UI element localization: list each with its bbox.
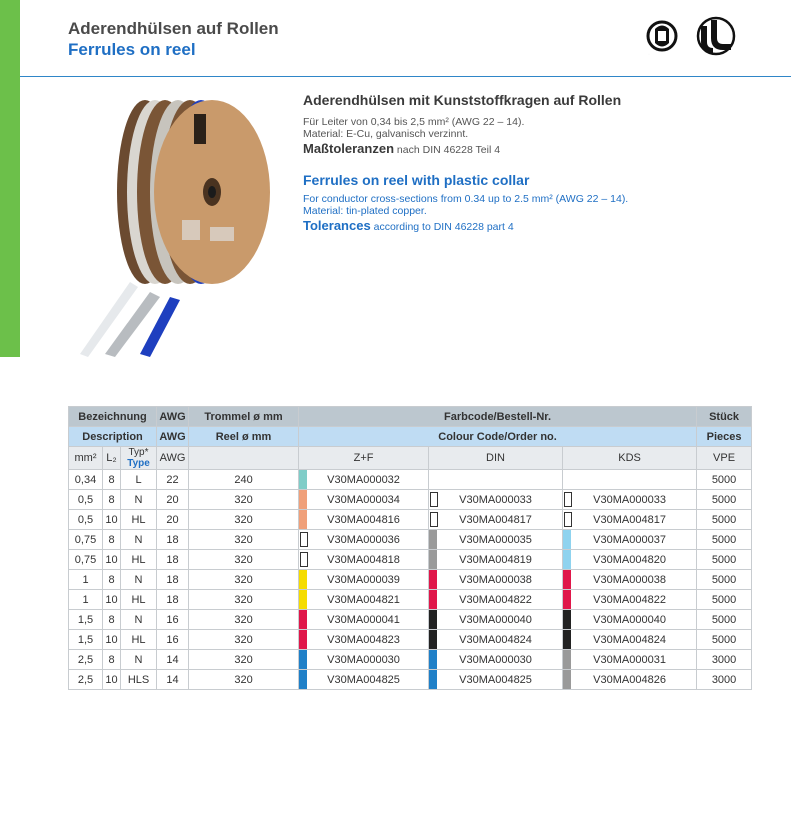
table-row <box>69 590 752 610</box>
cell-vpe: 5000 <box>697 590 752 610</box>
cell-mm2: 1,5 <box>69 630 103 650</box>
cell-vpe: 5000 <box>697 490 752 510</box>
cell-zf <box>299 510 429 530</box>
certification-logos <box>645 14 760 60</box>
order-number: V30MA000041 <box>327 613 400 626</box>
table-row <box>69 530 752 550</box>
order-number: V30MA000034 <box>327 493 400 506</box>
order-number: V30MA000035 <box>459 533 532 546</box>
cell-awg: 20 <box>157 490 189 510</box>
csa-logo-icon <box>648 22 676 54</box>
color-swatch <box>299 670 307 689</box>
cell-zf <box>299 570 429 590</box>
col-l2: L₂ <box>103 447 121 470</box>
cell-din <box>429 630 563 650</box>
order-number: V30MA004822 <box>459 593 532 606</box>
tolerance-en <box>303 218 773 233</box>
col-reel-sub <box>189 447 299 470</box>
cell-l2: 10 <box>103 590 121 610</box>
cell-typ: HL <box>121 630 157 650</box>
cell-zf <box>299 530 429 550</box>
order-number: V30MA004826 <box>593 673 666 686</box>
cell-mm2: 0,5 <box>69 490 103 510</box>
col-awg-en: AWG <box>157 427 189 447</box>
col-stueck: Stück <box>697 407 752 427</box>
description-heading-en: Ferrules on reel with plastic collar <box>303 172 530 188</box>
cell-vpe: 5000 <box>697 510 752 530</box>
side-accent-bar <box>0 0 20 357</box>
cell-typ: HL <box>121 550 157 570</box>
color-swatch <box>429 550 437 569</box>
color-swatch <box>299 630 307 649</box>
order-number: V30MA000036 <box>327 533 400 546</box>
order-number: V30MA004817 <box>593 513 666 526</box>
cell-zf <box>299 610 429 630</box>
ferrule-reel-image <box>70 92 270 362</box>
cell-din <box>429 510 563 530</box>
cell-zf <box>299 650 429 670</box>
cell-l2: 10 <box>103 550 121 570</box>
cell-din <box>429 470 563 490</box>
cell-l2: 8 <box>103 530 121 550</box>
table-row <box>69 670 752 690</box>
cell-awg: 14 <box>157 650 189 670</box>
cell-vpe: 5000 <box>697 610 752 630</box>
table-row <box>69 570 752 590</box>
cell-awg: 18 <box>157 530 189 550</box>
col-colour-code: Colour Code/Order no. <box>299 427 697 447</box>
cell-reel: 320 <box>189 550 299 570</box>
table-row <box>69 490 752 510</box>
order-number: V30MA004821 <box>327 593 400 606</box>
order-number: V30MA004819 <box>459 553 532 566</box>
color-swatch <box>299 490 307 509</box>
cell-zf <box>299 670 429 690</box>
order-number: V30MA004824 <box>459 633 532 646</box>
color-swatch <box>300 532 308 547</box>
cell-reel: 320 <box>189 510 299 530</box>
tolerance-text-de: nach DIN 46228 Teil 4 <box>394 144 501 156</box>
cell-reel: 320 <box>189 590 299 610</box>
col-awg-de: AWG <box>157 407 189 427</box>
cell-l2: 10 <box>103 510 121 530</box>
cell-zf <box>299 550 429 570</box>
table-row <box>69 650 752 670</box>
cell-mm2: 0,5 <box>69 510 103 530</box>
color-swatch <box>429 590 437 609</box>
order-number: V30MA000032 <box>327 473 400 486</box>
table-row <box>69 470 752 490</box>
cell-mm2: 0,34 <box>69 470 103 490</box>
description-line2-en: Material: tin-plated copper. <box>303 205 427 217</box>
cell-mm2: 2,5 <box>69 670 103 690</box>
order-number: V30MA004818 <box>327 553 400 566</box>
order-number: V30MA000037 <box>593 533 666 546</box>
tolerance-label-de: Maßtoleranzen <box>303 141 395 156</box>
cell-l2: 8 <box>103 470 121 490</box>
tolerance-label-en: Tolerances <box>303 218 371 233</box>
order-number: V30MA000038 <box>459 573 532 586</box>
cell-zf <box>299 590 429 610</box>
cell-reel: 320 <box>189 490 299 510</box>
cell-typ: N <box>121 530 157 550</box>
table-row <box>69 610 752 630</box>
col-trommel: Trommel ø mm <box>189 407 299 427</box>
cell-l2: 10 <box>103 630 121 650</box>
order-number: V30MA000040 <box>459 613 532 626</box>
order-number: V30MA004816 <box>327 513 400 526</box>
cell-awg: 22 <box>157 470 189 490</box>
color-swatch <box>429 610 437 629</box>
col-din: DIN <box>429 447 563 470</box>
cell-awg: 18 <box>157 570 189 590</box>
order-table <box>68 406 752 690</box>
cell-l2: 10 <box>103 670 121 690</box>
cell-vpe: 5000 <box>697 470 752 490</box>
cell-kds <box>563 550 697 570</box>
cell-din <box>429 550 563 570</box>
color-swatch <box>563 570 571 589</box>
color-swatch <box>429 650 437 669</box>
cell-vpe: 5000 <box>697 570 752 590</box>
cell-din <box>429 530 563 550</box>
cell-kds <box>563 570 697 590</box>
cell-typ: N <box>121 570 157 590</box>
cell-typ: HL <box>121 510 157 530</box>
cell-din <box>429 610 563 630</box>
order-number: V30MA004822 <box>593 593 666 606</box>
col-vpe: VPE <box>697 447 752 470</box>
cell-reel: 240 <box>189 470 299 490</box>
color-swatch <box>563 610 571 629</box>
col-zf: Z+F <box>299 447 429 470</box>
cell-mm2: 0,75 <box>69 530 103 550</box>
cell-reel: 320 <box>189 670 299 690</box>
cell-kds <box>563 590 697 610</box>
col-kds: KDS <box>563 447 697 470</box>
cell-kds <box>563 490 697 510</box>
cell-mm2: 2,5 <box>69 650 103 670</box>
color-swatch <box>299 610 307 629</box>
cell-reel: 320 <box>189 530 299 550</box>
cell-kds <box>563 650 697 670</box>
table-row <box>69 550 752 570</box>
cell-kds <box>563 510 697 530</box>
table-header-en <box>69 427 752 447</box>
order-number: V30MA004817 <box>459 513 532 526</box>
color-swatch <box>429 530 437 549</box>
cell-din <box>429 570 563 590</box>
color-swatch <box>299 650 307 669</box>
color-swatch <box>430 512 438 527</box>
description-heading-de: Aderendhülsen mit Kunststoffkragen auf Rollen <box>303 92 622 108</box>
color-swatch <box>299 470 307 489</box>
cell-typ: HLS <box>121 670 157 690</box>
cell-awg: 20 <box>157 510 189 530</box>
cell-typ: N <box>121 650 157 670</box>
description-line1-de: Für Leiter von 0,34 bis 2,5 mm² (AWG 22 – 14). <box>303 116 525 128</box>
color-swatch <box>299 570 307 589</box>
order-number: V30MA000040 <box>593 613 666 626</box>
cell-vpe: 3000 <box>697 650 752 670</box>
col-description: Description <box>69 427 157 447</box>
cell-vpe: 5000 <box>697 630 752 650</box>
cell-kds <box>563 630 697 650</box>
cell-din <box>429 590 563 610</box>
page-title-de: Aderendhülsen auf Rollen <box>68 19 279 38</box>
cell-awg: 16 <box>157 610 189 630</box>
cell-kds <box>563 470 697 490</box>
page-title-en: Ferrules on reel <box>68 40 196 59</box>
cell-typ: HL <box>121 590 157 610</box>
table-subheader <box>69 447 752 470</box>
cell-vpe: 5000 <box>697 550 752 570</box>
cell-awg: 18 <box>157 590 189 610</box>
color-swatch <box>299 590 307 609</box>
table-header-de <box>69 407 752 427</box>
color-swatch <box>299 510 307 529</box>
cell-reel: 320 <box>189 610 299 630</box>
cell-awg: 18 <box>157 550 189 570</box>
col-bezeichnung: Bezeichnung <box>69 407 157 427</box>
cell-awg: 16 <box>157 630 189 650</box>
header-divider <box>20 76 791 77</box>
cell-l2: 8 <box>103 490 121 510</box>
cell-mm2: 1,5 <box>69 610 103 630</box>
tolerance-de <box>303 141 773 156</box>
order-number: V30MA000033 <box>593 493 666 506</box>
tolerance-text-en: according to DIN 46228 part 4 <box>370 221 514 233</box>
cell-reel: 320 <box>189 630 299 650</box>
cell-zf <box>299 630 429 650</box>
cell-reel: 320 <box>189 570 299 590</box>
order-number: V30MA004823 <box>327 633 400 646</box>
cell-l2: 8 <box>103 570 121 590</box>
color-swatch <box>563 590 571 609</box>
cell-zf <box>299 490 429 510</box>
cell-l2: 8 <box>103 650 121 670</box>
color-swatch <box>429 570 437 589</box>
order-number: V30MA004820 <box>593 553 666 566</box>
cell-zf <box>299 470 429 490</box>
col-pieces: Pieces <box>697 427 752 447</box>
cell-kds <box>563 610 697 630</box>
cell-typ: N <box>121 490 157 510</box>
color-swatch <box>564 492 572 507</box>
order-number: V30MA004825 <box>327 673 400 686</box>
color-swatch <box>563 670 571 689</box>
order-number: V30MA000030 <box>459 653 532 666</box>
table-row <box>69 630 752 650</box>
table-body <box>69 470 752 690</box>
col-mm2: mm² <box>69 447 103 470</box>
col-farbcode: Farbcode/Bestell-Nr. <box>299 407 697 427</box>
color-swatch <box>300 552 308 567</box>
col-reel: Reel ø mm <box>189 427 299 447</box>
table-row <box>69 510 752 530</box>
cell-vpe: 3000 <box>697 670 752 690</box>
color-swatch <box>563 650 571 669</box>
product-description <box>303 92 773 233</box>
color-swatch <box>563 630 571 649</box>
order-number: V30MA000030 <box>327 653 400 666</box>
col-type-en: Type <box>127 458 150 469</box>
cell-din <box>429 490 563 510</box>
color-swatch <box>563 550 571 569</box>
col-typ <box>121 447 157 470</box>
col-typ-de: Typ* <box>128 447 149 458</box>
order-number: V30MA004824 <box>593 633 666 646</box>
col-awg-sub: AWG <box>157 447 189 470</box>
cell-typ: N <box>121 610 157 630</box>
description-line2-de: Material: E-Cu, galvanisch verzinnt. <box>303 128 469 140</box>
order-number: V30MA000033 <box>459 493 532 506</box>
order-number: V30MA000038 <box>593 573 666 586</box>
color-swatch <box>563 530 571 549</box>
cell-mm2: 1 <box>69 570 103 590</box>
cell-l2: 8 <box>103 610 121 630</box>
color-swatch <box>429 630 437 649</box>
cell-mm2: 1 <box>69 590 103 610</box>
cell-awg: 14 <box>157 670 189 690</box>
cell-din <box>429 650 563 670</box>
cell-mm2: 0,75 <box>69 550 103 570</box>
cell-typ: L <box>121 470 157 490</box>
color-swatch <box>564 512 572 527</box>
cell-vpe: 5000 <box>697 530 752 550</box>
cell-din <box>429 670 563 690</box>
color-swatch <box>429 670 437 689</box>
description-line1-en: For conductor cross-sections from 0.34 up to 2.5 mm² (AWG 22 – 14). <box>303 193 629 205</box>
order-number: V30MA000039 <box>327 573 400 586</box>
cell-reel: 320 <box>189 650 299 670</box>
order-number: V30MA000031 <box>593 653 666 666</box>
order-number: V30MA004825 <box>459 673 532 686</box>
ul-logo-icon <box>698 18 734 54</box>
color-swatch <box>430 492 438 507</box>
cell-kds <box>563 530 697 550</box>
cell-kds <box>563 670 697 690</box>
